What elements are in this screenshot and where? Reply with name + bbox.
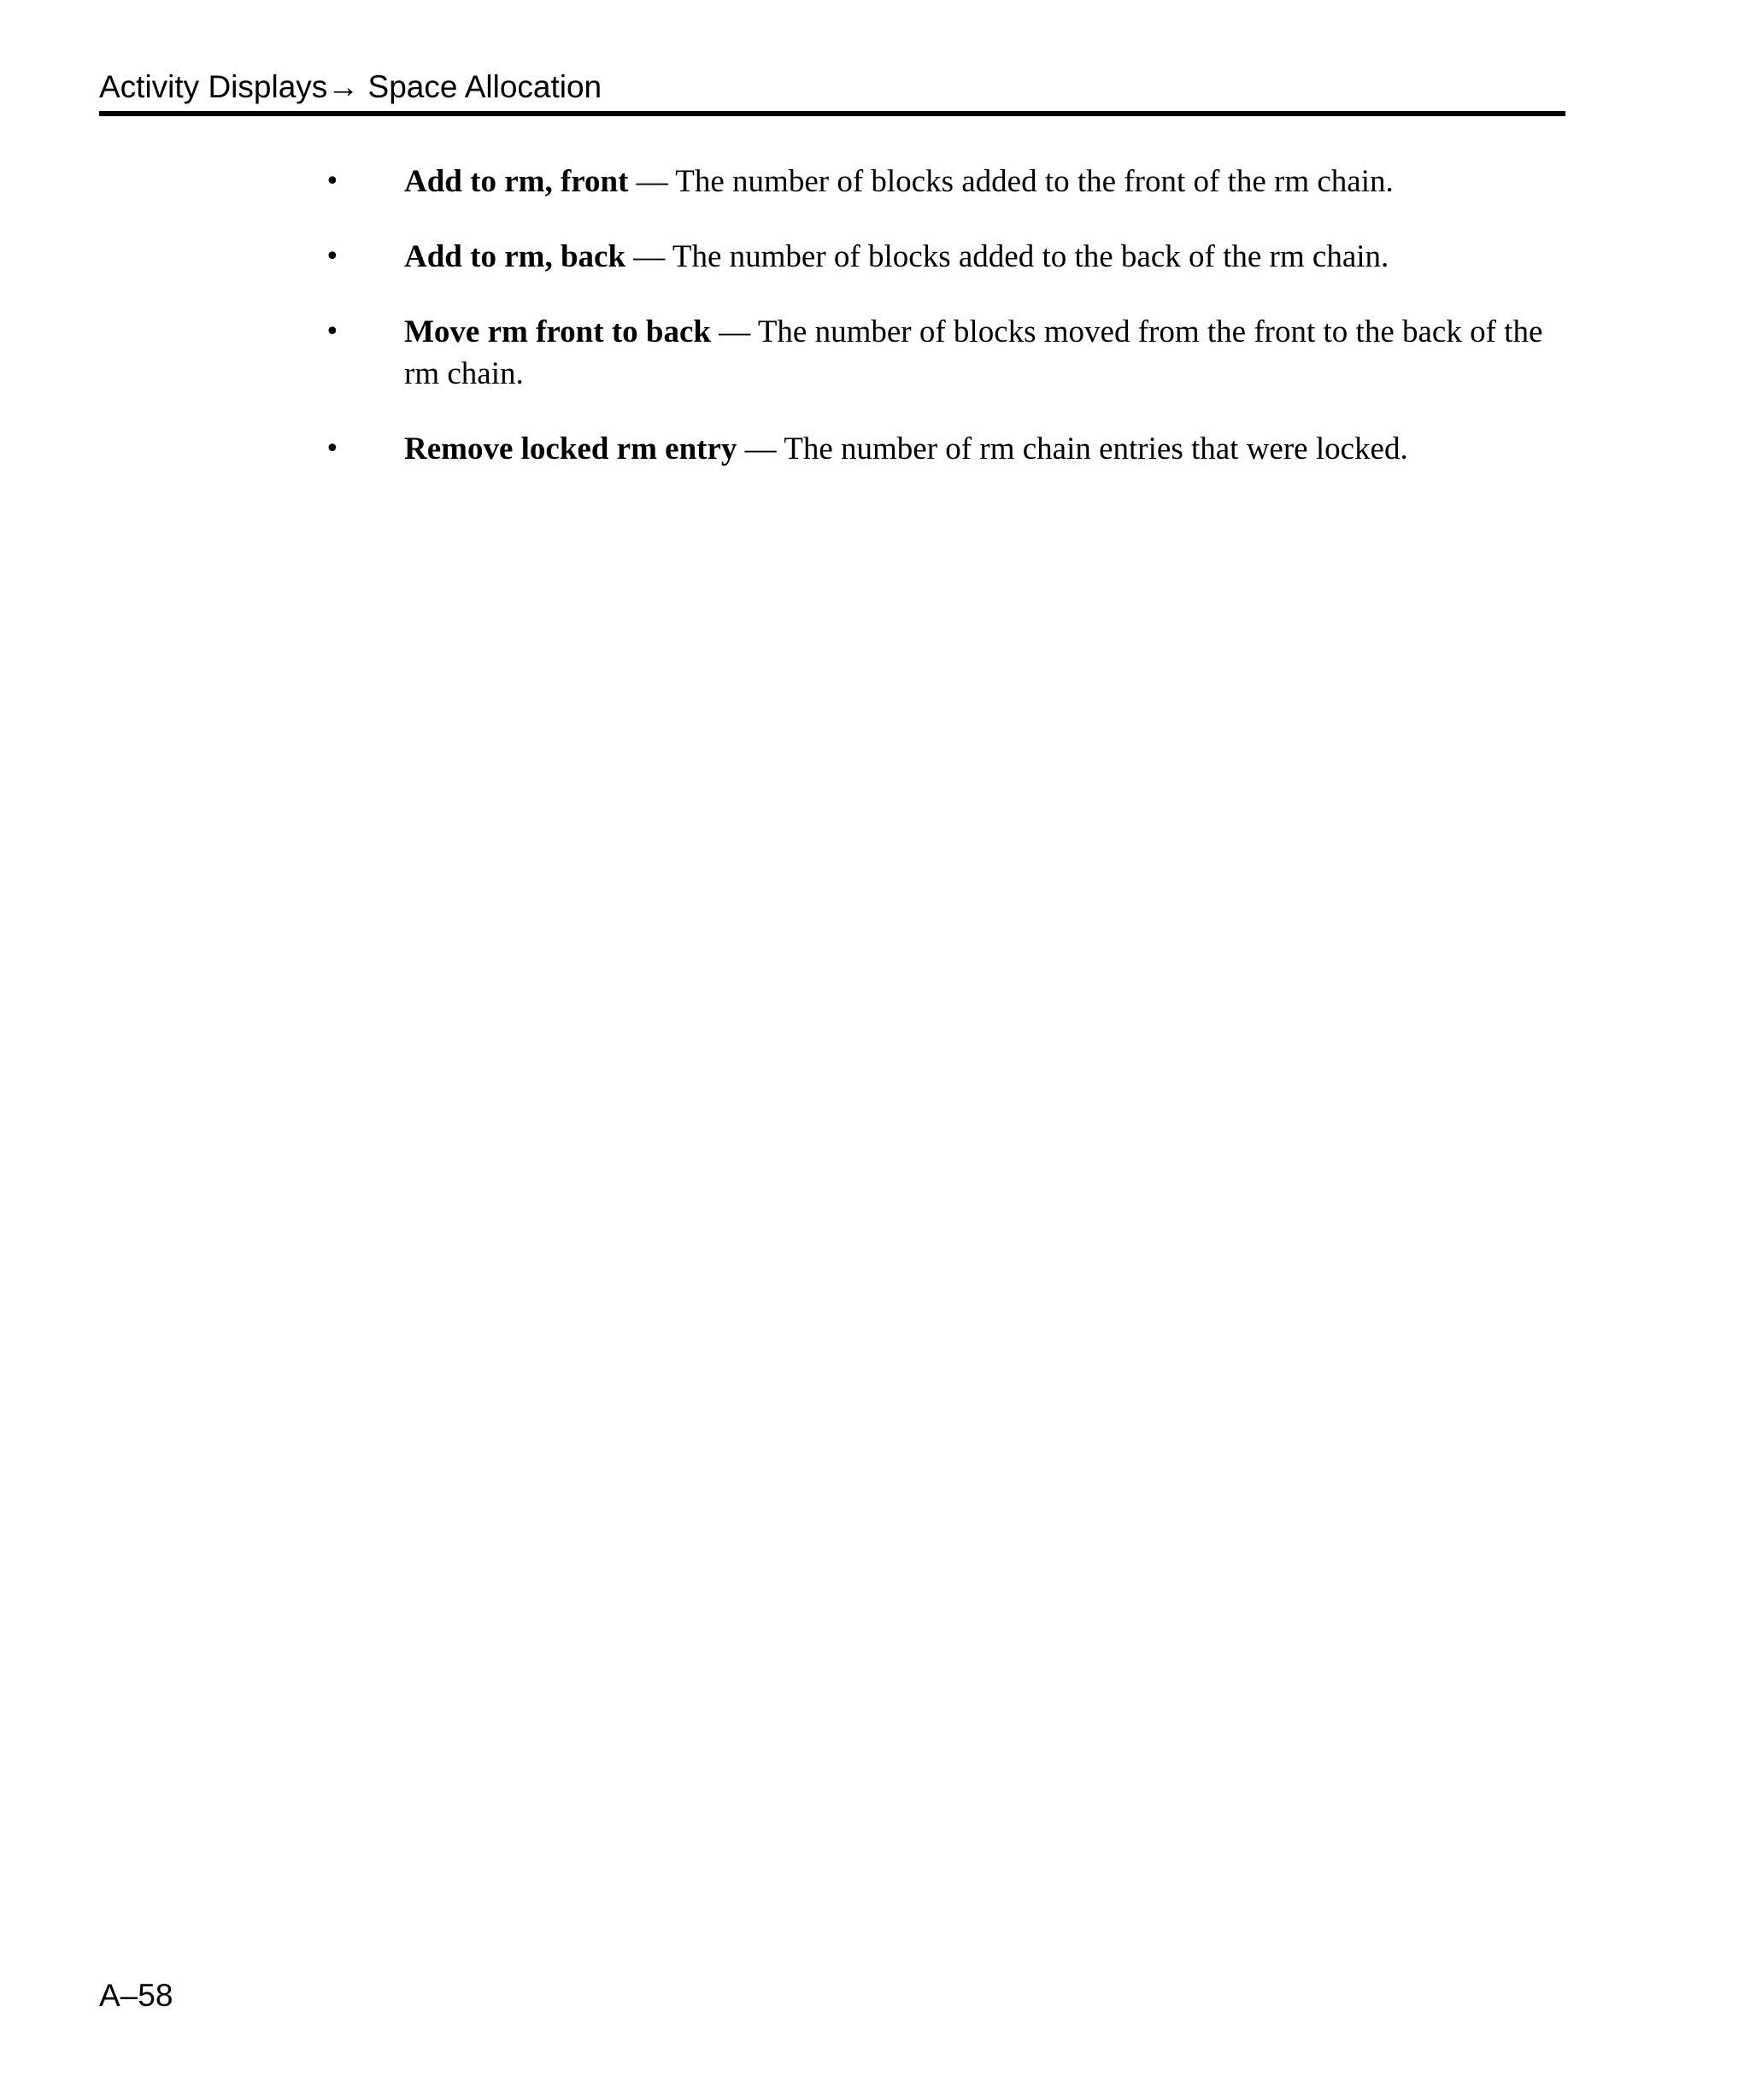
term-separator: — xyxy=(737,431,784,466)
list-item xyxy=(325,236,1572,278)
list-item-body xyxy=(404,236,1572,278)
bullet-icon: • xyxy=(325,317,340,347)
bullet-icon: • xyxy=(325,167,340,197)
list-item-body xyxy=(404,161,1572,202)
list-item xyxy=(325,161,1572,202)
running-header: Activity Displays→ Space Allocation xyxy=(99,69,602,104)
term-separator: — xyxy=(710,314,758,349)
list-item-body xyxy=(404,428,1572,470)
term-description: The number of rm chain entries that were locked. xyxy=(784,431,1408,466)
term-label: Add to rm, back xyxy=(404,239,626,274)
term-description: The number of blocks moved from the front to the back of the rm chain. xyxy=(404,314,1543,391)
list-item xyxy=(325,311,1572,395)
bullet-icon: • xyxy=(325,434,340,464)
page-number: A–58 xyxy=(99,1978,173,2013)
term-label: Remove locked rm entry xyxy=(404,431,737,466)
term-label: Move rm front to back xyxy=(404,314,711,349)
term-description: The number of blocks added to the back of the rm chain. xyxy=(672,239,1389,274)
list-item xyxy=(325,428,1572,470)
term-separator: — xyxy=(628,164,676,199)
term-description: The number of blocks added to the front of the rm chain. xyxy=(675,164,1394,199)
term-separator: — xyxy=(625,239,672,274)
term-label: Add to rm, front xyxy=(404,164,629,199)
bullet-icon: • xyxy=(325,242,340,272)
list-item-body xyxy=(404,311,1572,395)
header-rule xyxy=(99,111,1565,116)
